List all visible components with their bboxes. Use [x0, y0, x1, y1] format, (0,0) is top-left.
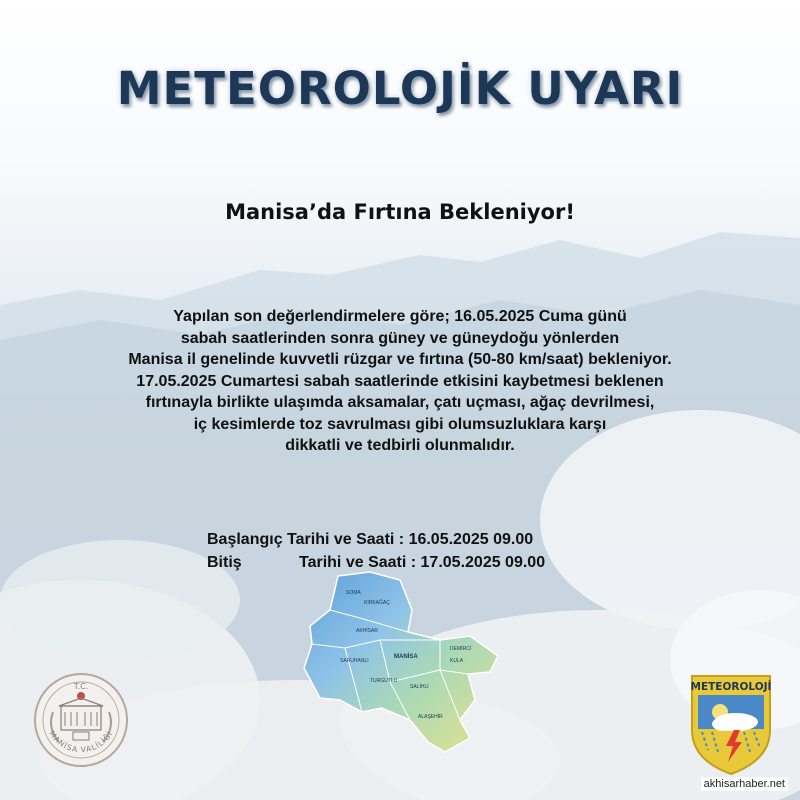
body-line: dikkatli ve tedbirli olunmalıdır. [285, 437, 515, 454]
start-value: 16.05.2025 09.00 [408, 531, 534, 548]
validity-period [207, 528, 545, 574]
manisa-governorship-seal [33, 672, 129, 768]
map-label: KIRKAĞAÇ [364, 600, 390, 606]
start-label: Başlangıç Tarihi ve Saati : [207, 531, 405, 548]
map-label: TURGUTLU [370, 678, 398, 684]
map-label: MANİSA [394, 654, 418, 660]
map-label: DEMİRCİ [450, 646, 472, 652]
warning-body [40, 306, 760, 457]
logo-text: METEOROLOJİ [690, 681, 772, 693]
start-row [207, 528, 545, 551]
body-line: 17.05.2025 Cumartesi sabah saatlerinde etkisini kaybetmesi beklenen [136, 372, 664, 390]
seal-top-text: T.C. [73, 682, 89, 691]
meteoroloji-logo [688, 672, 774, 777]
end-label-a: Bitiş [207, 554, 242, 571]
body-line: fırtınayla birlikte ulaşımda aksamalar, çatı uçması, ağaç devrilmesi, [145, 394, 655, 411]
page-title: METEOROLOJİK UYARI [116, 62, 684, 115]
map-label: SALİHLİ [410, 684, 429, 690]
watermark: akhisarhaber.net [701, 777, 788, 791]
map-label: SARUHANLI [340, 658, 369, 664]
body-line: Yapılan son değerlendirmelere göre; 16.05.2025 Cuma günü [173, 308, 627, 325]
body-line: Manisa il genelinde kuvvetli rüzgar ve fırtına (50-80 km/saat) bekleniyor. [128, 351, 672, 368]
manisa-province-map [300, 570, 505, 755]
seal-bottom-text: MANİSA VALİLİĞİ [47, 729, 115, 755]
map-label: KULA [450, 658, 464, 664]
warning-headline: Manisa’da Fırtına Bekleniyor! [225, 200, 575, 224]
end-value: 17.05.2025 09.00 [420, 554, 546, 571]
body-line: sabah saatlerinden sonra güney ve güneydoğu yönlerden [180, 329, 620, 347]
map-label: SOMA [346, 590, 361, 596]
map-label: ALAŞEHİR [418, 714, 443, 720]
map-label: AKHİSAR [356, 628, 378, 634]
body-line: iç kesimlerde toz savrulması gibi olumsuzluklara karşı [193, 415, 607, 433]
end-label-b: Tarihi ve Saati : [299, 554, 417, 571]
